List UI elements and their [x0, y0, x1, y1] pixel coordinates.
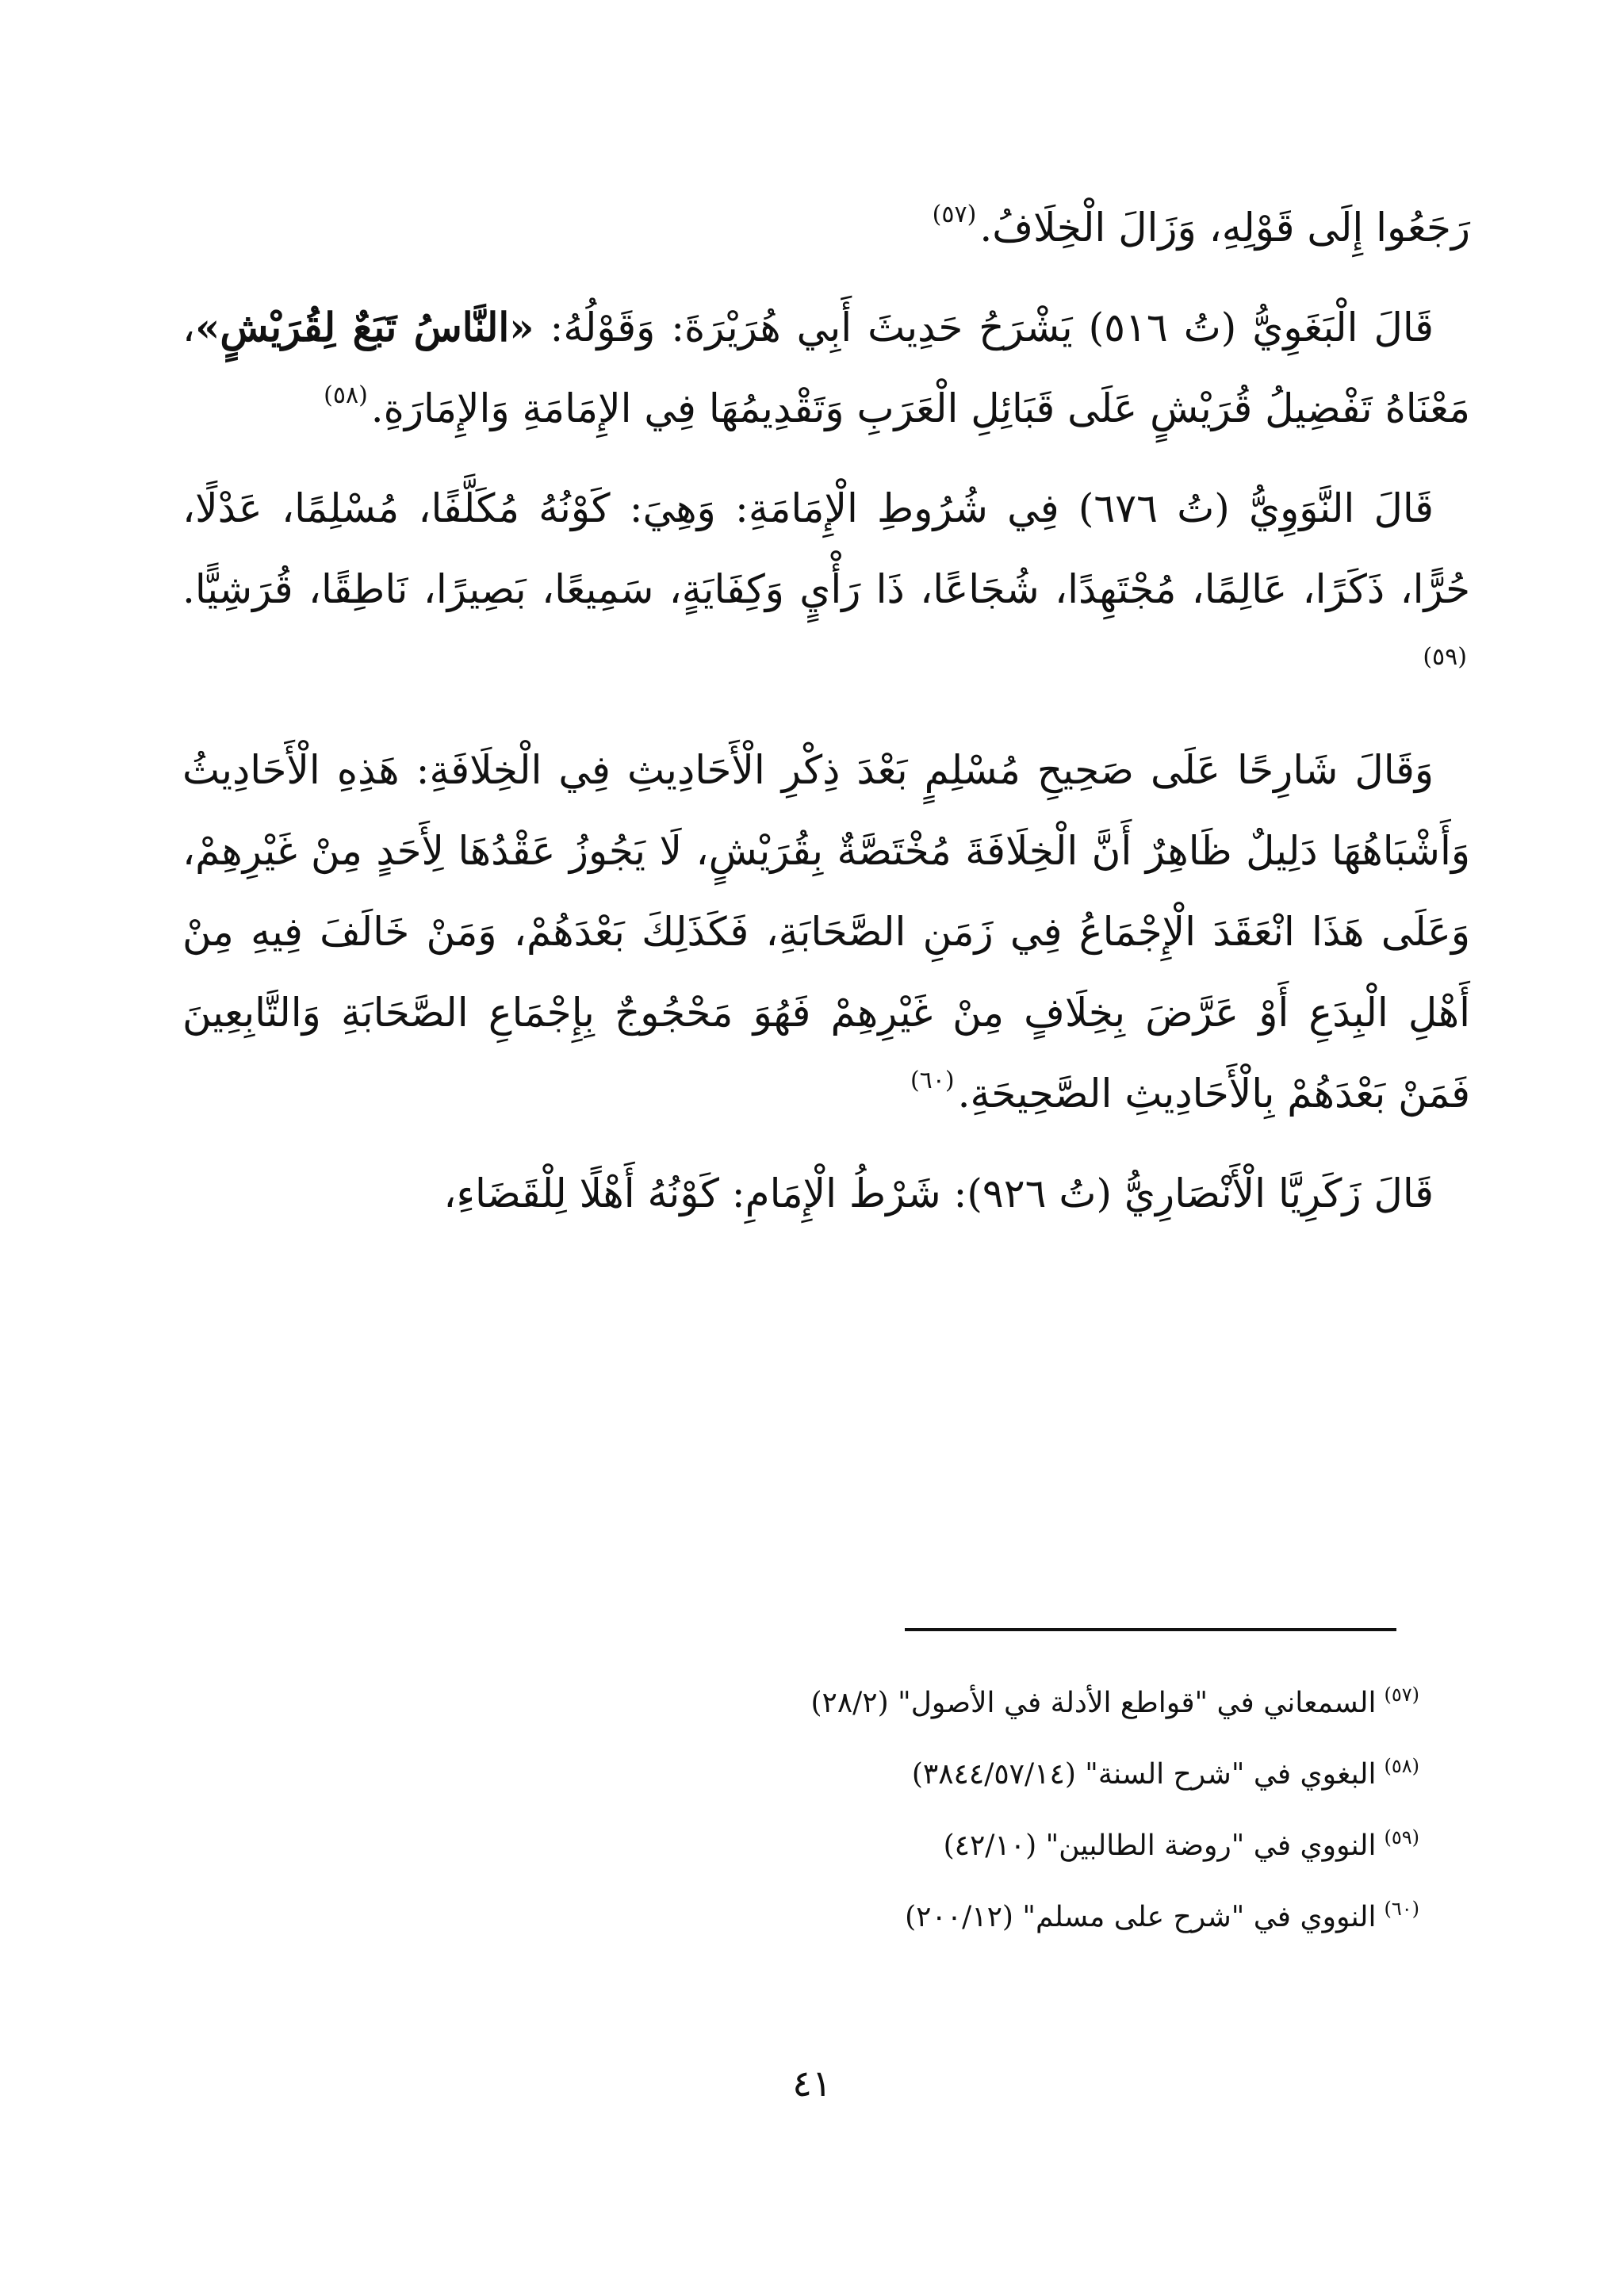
footnote-number: (٦٠): [1384, 1898, 1419, 1920]
footnote-separator: [905, 1628, 1396, 1631]
footnote-ref-59: (٥٩): [1423, 643, 1467, 671]
footnote-item: [182, 1659, 1419, 1730]
hadith-quote: «النَّاسُ تَبَعٌ لِقُرَيْشٍ»: [195, 304, 534, 351]
footnote-item: [182, 1873, 1419, 1944]
paragraph-4-text: وَقَالَ شَارِحًا عَلَى صَحِيحِ مُسْلِمٍ بَعْدَ ذِكْرِ الْأَحَادِيثِ فِي الْخِلَافَةِ: هَذِهِ الْأَحَادِيثُ وَأَشْبَاهُهَا دَلِيلٌ ظَاهِرٌ أَنَّ الْخِلَافَةَ مُخْتَصَّةٌ بِقُرَيْشٍ، لَا يَجُوزُ عَقْدُهَا لِأَحَدٍ مِنْ غَيْرِهِمْ، وَعَلَى هَذَا انْعَقَدَ الْإِجْمَاعُ فِي زَمَنِ الصَّحَابَةِ، فَكَذَلِكَ بَعْدَهُمْ، وَمَنْ خَالَفَ فِيهِ مِنْ أَهْلِ الْبِدَعِ أَوْ عَرَّضَ بِخِلَافٍ مِنْ غَيْرِهِمْ فَهُوَ مَحْجُوجٌ بِإِجْمَاعِ الصَّحَابَةِ وَالتَّابِعِينَ فَمَنْ بَعْدَهُمْ بِالْأَحَادِيثِ الصَّحِيحَةِ.: [182, 747, 1470, 1117]
page-number: ٤١: [792, 2062, 832, 2105]
paragraph-1: [182, 187, 1470, 268]
footnote-number: (٥٨): [1384, 1755, 1419, 1777]
footnote-number: (٥٧): [1384, 1684, 1419, 1706]
footnote-text: البغوي في "شرح السنة" (٣٨٤٤/٥٧/١٤): [911, 1758, 1377, 1791]
paragraph-2: [182, 287, 1470, 449]
footnote-text: النووي في "شرح على مسلم" (٢٠٠/١٢): [905, 1901, 1377, 1933]
paragraph-5-text: قَالَ زَكَرِيَّا الْأَنْصَارِيُّ (تُ ٩٢٦): شَرْطُ الْإِمَامِ: كَوْنُهُ أَهْلًا لِلْقَضَاءِ،: [443, 1170, 1434, 1216]
footnote-text: النووي في "روضة الطالبين" (٤٢/١٠): [943, 1829, 1377, 1862]
paragraph-3: [182, 468, 1470, 711]
main-text: [182, 187, 1470, 1253]
paragraph-2-text-b: ، مَعْنَاهُ تَفْضِيلُ قُرَيْشٍ عَلَى قَبَائِلِ الْعَرَبِ وَتَقْدِيمُهَا فِي الإِمَامَةِ وَالإِمَارَةِ.: [182, 305, 1470, 431]
footnote-ref-57: (٥٧): [932, 201, 977, 228]
paragraph-2-text-a: قَالَ الْبَغَوِيُّ (تُ ٥١٦) يَشْرَحُ حَدِيثَ أَبِي هُرَيْرَةَ: وَقَوْلُهُ:: [534, 305, 1434, 351]
footnote-text: السمعاني في "قواطع الأدلة في الأصول" (٢٨/٢): [810, 1687, 1377, 1719]
paragraph-4: [182, 730, 1470, 1134]
footnote-ref-58: (٥٨): [324, 381, 368, 409]
footnote-item: [182, 1730, 1419, 1802]
footnote-item: [182, 1802, 1419, 1873]
footnotes: [182, 1659, 1419, 1944]
paragraph-3-text: قَالَ النَّوَوِيُّ (تُ ٦٧٦) فِي شُرُوطِ الْإِمَامَةِ: وَهِيَ: كَوْنُهُ مُكَلَّفًا، مُسْلِمًا، عَدْلًا، حُرًّا، ذَكَرًا، عَالِمًا، مُجْتَهِدًا، شُجَاعًا، ذَا رَأْيٍ وَكِفَايَةٍ، سَمِيعًا، بَصِيرًا، نَاطِقًا، قُرَشِيًّا.: [182, 485, 1470, 612]
paragraph-5: [182, 1153, 1470, 1234]
paragraph-1-text: رَجَعُوا إِلَى قَوْلِهِ، وَزَالَ الْخِلَافُ.: [979, 205, 1470, 251]
footnote-number: (٥٩): [1384, 1826, 1419, 1849]
footnote-ref-60: (٦٠): [910, 1067, 955, 1094]
